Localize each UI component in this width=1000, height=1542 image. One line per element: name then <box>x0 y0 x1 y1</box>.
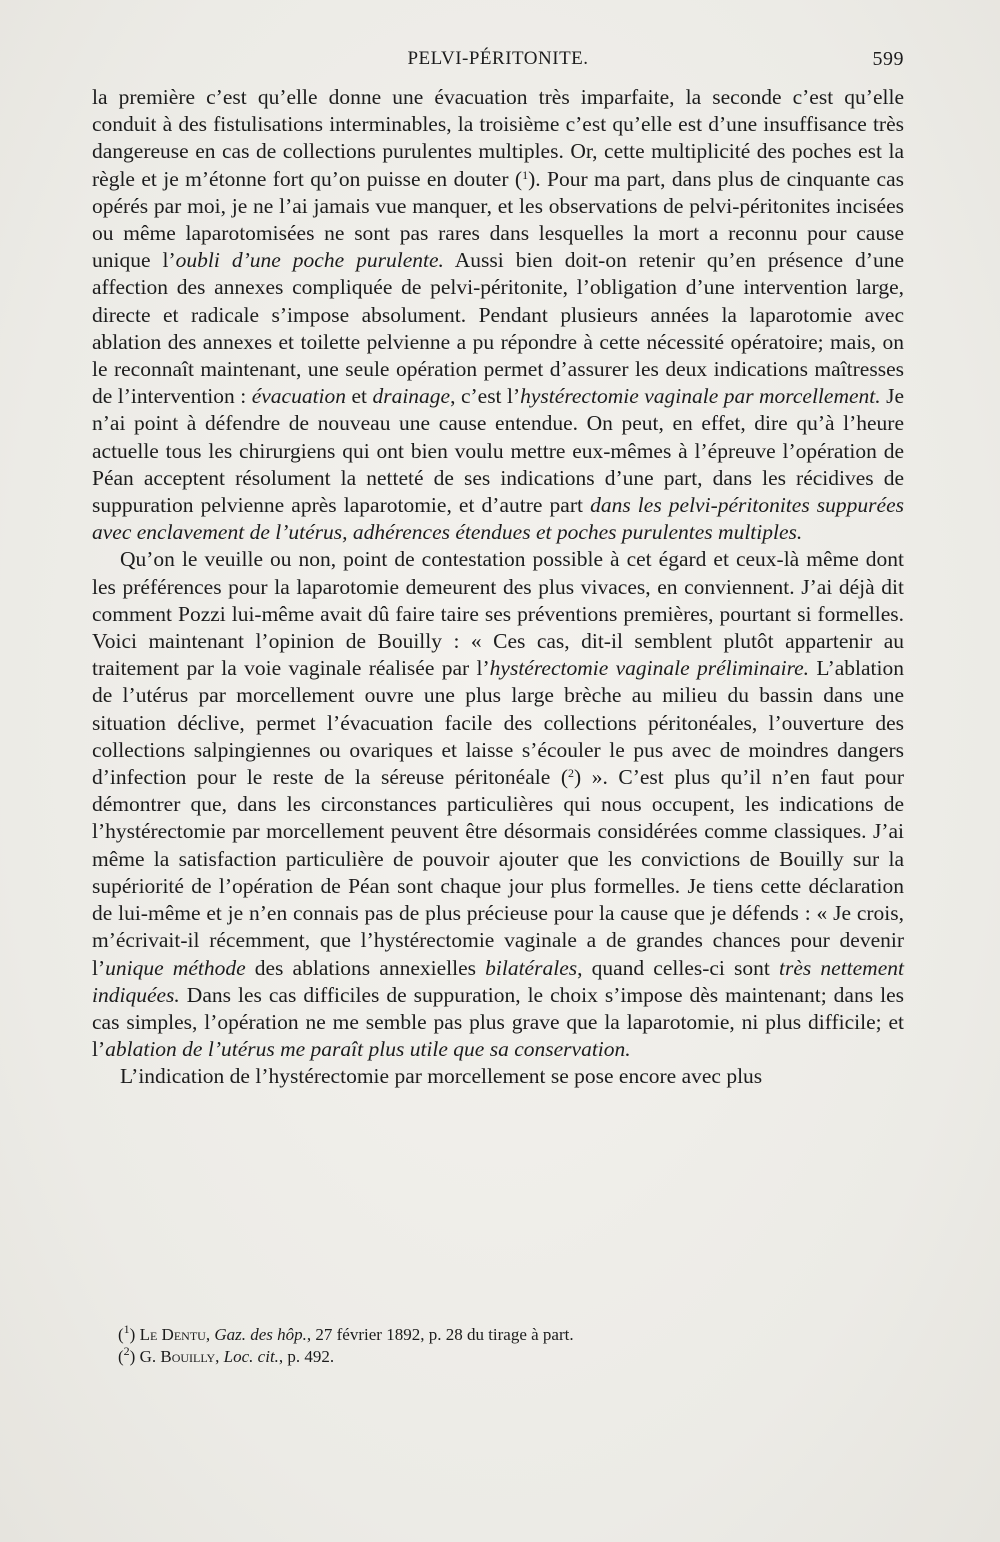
footnote-ref-1: 1 <box>522 167 529 182</box>
page-number: 599 <box>872 48 904 70</box>
italic-run: hystérectomie vaginale préliminaire. <box>489 656 810 681</box>
italic-run: évacuation <box>251 384 347 409</box>
footnote-number: 2 <box>123 1344 130 1358</box>
text-run: ) ». C’est plus qu’il n’en faut pour démontrer que, dans les circonstances particulières qui nous occupent, les indications de l’hystérectomie par morcellement peuvent être désormais considérées comme classiques. J’ai même la satisfaction particulière de pouvoir ajouter que les convictions de Bouilly sur la supériorité de l’opération de Péan sont chaque jour plus formelles. Je tiens cette déclaration de lui-même et je n’en connais pas de plus précieuse pour la cause que je défends : « Je crois, m’écrivait-il récemment, que l’hystérectomie vaginale a de grandes chances pour devenir l’ <box>92 765 905 980</box>
italic-run: très nettement indiquées. <box>92 955 904 1007</box>
paragraph-1 <box>92 84 904 546</box>
text-run: la première c’est qu’elle donne une évacuation très imparfaite, la seconde c’est qu’elle conduit à des fistulisations interminables, la troisième c’est qu’elle est d’une insuffisance très dangereuse en cas de collections purulentes multiples. Or, cette multiplicité des poches est la règle et je m’étonne fort qu’on puisse en douter ( <box>92 85 904 191</box>
footnote-author: Le Dentu <box>139 1325 206 1344</box>
text-run: et <box>346 384 373 409</box>
text-run: , quand celles-ci sont <box>577 955 780 980</box>
text-run: L’indication de l’hystérectomie par morcellement se pose encore avec plus <box>120 1064 763 1089</box>
body-text <box>92 84 904 1091</box>
text-run: L’ablation de l’utérus par morcellement ouvre une plus large brèche au milieu du bassin dans une situation déclive, permet l’évacuation facile des collections péritonéales, l’ouverture des collections salpingiennes ou ovariques et laisse s’écouler le pus avec de moindres dangers d’infection pour le reste de la séreuse péritonéale ( <box>92 656 904 790</box>
text-run: Aussi bien doit-on retenir qu’en présence d’une affection des annexes compliquée de pelvi-péritonite, l’obligation d’une intervention large, directe et radicale s’impose absolument. Pendant plusieurs années la laparotomie avec ablation des annexes et toilette pelvienne a pu répondre à cette nécessité opératoire; mais, on le reconnaît maintenant, une seule opération permet d’assurer les deux indications maîtresses de l’intervention : <box>92 248 905 409</box>
footnote-author: G. Bouilly <box>139 1347 216 1366</box>
text-run: , <box>205 1325 215 1344</box>
italic-run: oubli d’une poche purulente. <box>175 248 444 273</box>
footnote-detail: , 27 février 1892, p. 28 du tirage à part. <box>306 1325 574 1344</box>
footnote-2: ($^2$) G. Bouilly, Loc. cit., p. 492. <box>118 1344 335 1366</box>
footnote-ref-2: 2 <box>568 766 574 781</box>
footnote-source: Loc. cit. <box>223 1347 279 1366</box>
text-run: Je n’ai point à défendre de nouveau une cause entendue. On peut, en effet, dire qu’à l’heure actuelle tous les chirurgiens qui ont bien voulu mettre eux-mêmes à l’épreuve l’opération de Péan acceptent résolument la netteté de ses indications d’une part, dans les récidives de suppuration pelvienne après laparotomie, et d’autre part <box>92 384 904 518</box>
footnote-1: ($^1$) Le Dentu, Gaz. des hôp., 27 février 1892, p. 28 du tirage à part. <box>118 1322 574 1344</box>
footnote-source: Gaz. des hôp. <box>214 1325 307 1344</box>
text-run: ). Pour ma part, dans plus de cinquante cas opérés par moi, je ne l’ai jamais vue manquer, et les observations de pelvi-péritonites incisées ou même laparotomisées ne sont pas rares dans lesquelles la mort a reconnu pour cause unique l’ <box>92 166 904 273</box>
italic-run: drainage <box>372 384 451 409</box>
running-title: PELVI-PÉRITONITE. <box>407 48 589 69</box>
italic-run: bilatérales <box>485 955 578 980</box>
italic-run: ablation de l’utérus me paraît plus utile que sa conservation. <box>105 1037 631 1062</box>
italic-run: hystérectomie vaginale par morcellement. <box>520 384 881 409</box>
paragraph-3 <box>92 1063 904 1090</box>
italic-run: dans les pelvi-péritonites suppurées avec enclavement de l’utérus, adhérences étendues et poches purulentes multiples. <box>92 493 904 545</box>
italic-run: unique méthode <box>105 955 246 980</box>
text-run: Dans les cas difficiles de suppuration, le choix s’impose dès maintenant; dans les cas simples, l’opération ne me semble pas plus grave que la laparotomie, ni plus difficile; et l’ <box>92 982 904 1062</box>
footnote-number: 1 <box>123 1322 130 1336</box>
text-run: Qu’on le veuille ou non, point de contestation possible à cet égard et ceux-là même dont les préférences pour la laparotomie demeurent des plus vivaces, en conviennent. J’ai déjà dit comment Pozzi lui-même avait dû faire taire ses préventions premières, pourtant si formelles. Voici maintenant l’opinion de Bouilly : « Ces cas, dit-il semblent plutôt appartenir au traitement par la voie vaginale réalisée par l’ <box>92 547 904 681</box>
footnote-detail: , p. 492. <box>278 1347 335 1366</box>
paragraph-2 <box>92 546 904 1063</box>
footnotes <box>118 1324 878 1368</box>
text-run: des ablations annexielles <box>245 955 486 980</box>
running-head <box>92 48 904 76</box>
text-run: , <box>215 1347 224 1366</box>
text-run: , c’est l’ <box>450 384 521 409</box>
